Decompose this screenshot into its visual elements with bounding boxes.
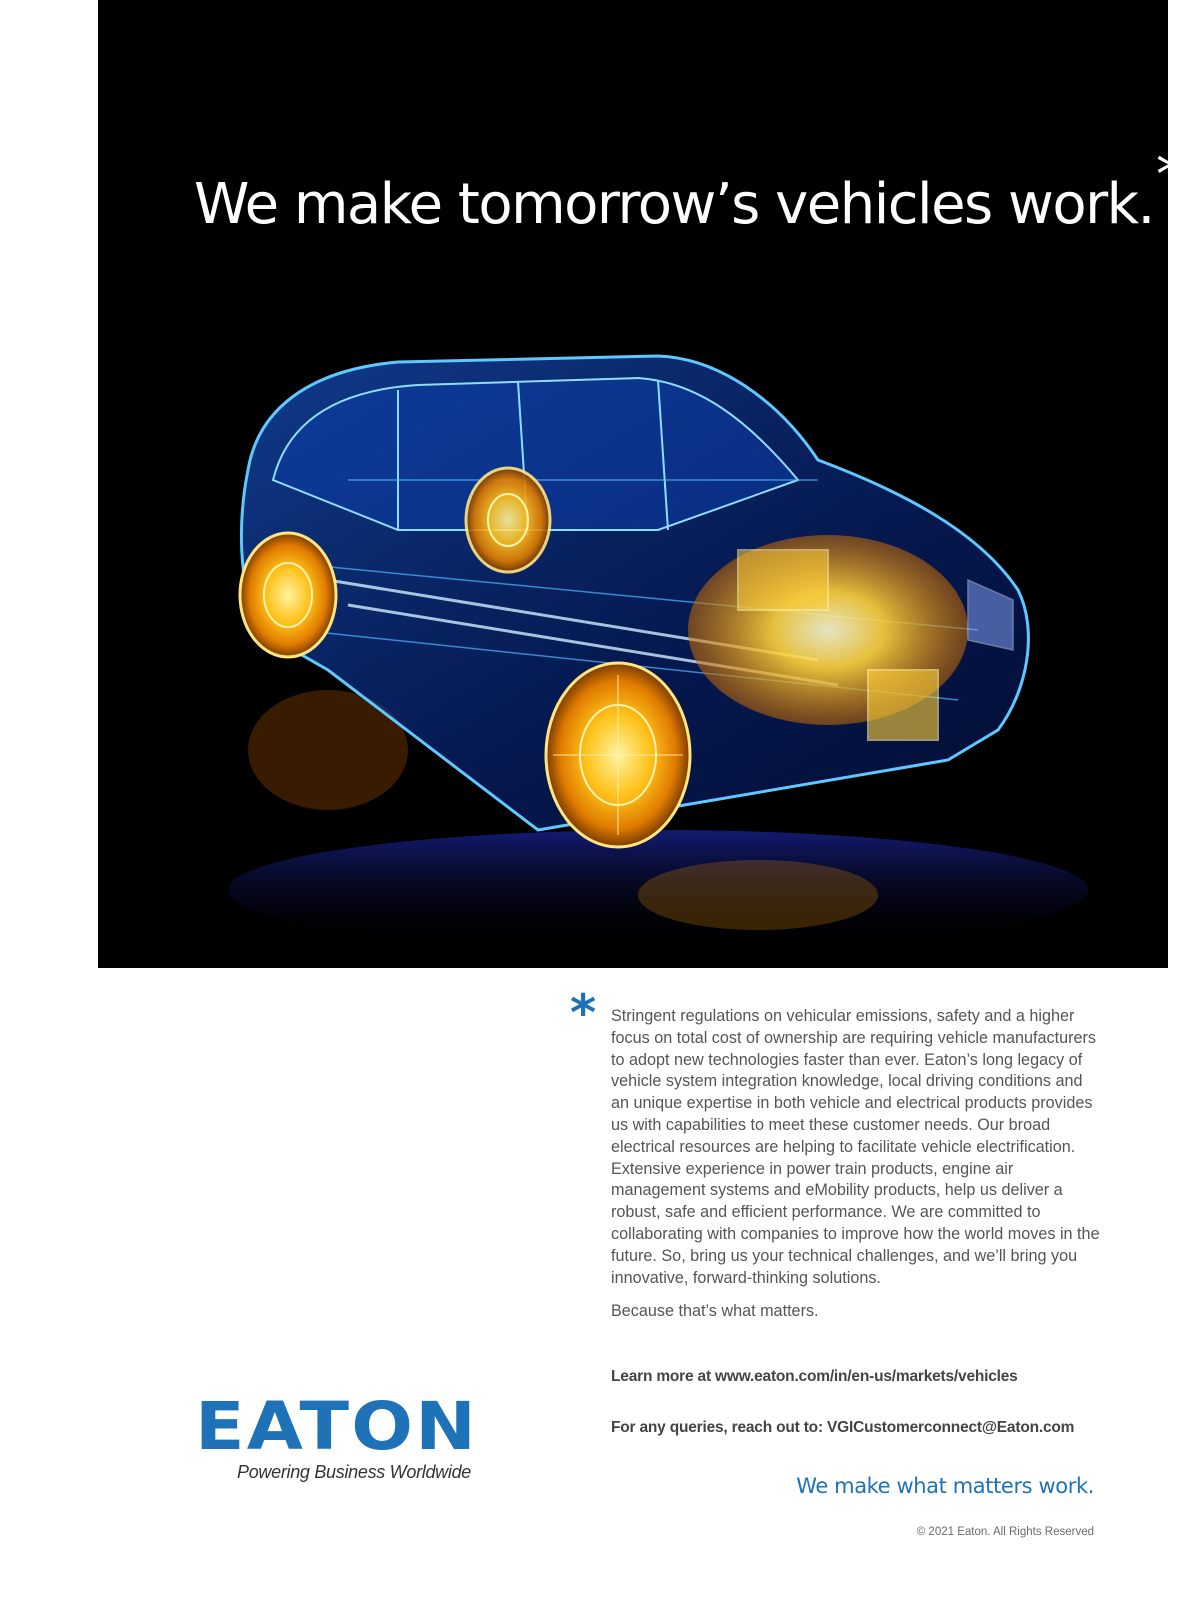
logo-wordmark: EATON <box>195 1388 479 1465</box>
eaton-logo <box>195 1388 479 1489</box>
headline-asterisk: * <box>1155 140 1184 210</box>
copyright: © 2021 Eaton. All Rights Reserved <box>916 1526 1094 1538</box>
brand-tagline: We make what matters work. <box>796 1474 1094 1498</box>
logo-tagline: Powering Business Worldwide <box>237 1462 472 1482</box>
body-paragraph: Stringent regulations on vehicular emissions, safety and a higher focus on total cost of ownership are requiring vehicle manufacturers to adopt new technologies faster than ever. Eaton’s long legacy of vehicle system integration knowledge, local driving conditions and an unique expertise in both vehicle and electrical products provides us with capabilities to meet these customer needs. Our broad electrical resources are helping to facilitate vehicle electrification. Extensive experience in power train products, engine air management systems and eMobility products, help us deliver a robust, safe and efficient performance. We are committed to collaborating with companies to improve how the world moves in the future. So, bring us your technical challenges, and we’ll bring you innovative, forward-thinking solutions. <box>611 1007 1100 1287</box>
queries-contact[interactable]: For any queries, reach out to: VGICustomerconnect@Eaton.com <box>611 1419 1075 1436</box>
footnote-asterisk: * <box>570 984 597 1042</box>
learn-more-link[interactable]: Learn more at www.eaton.com/in/en-us/markets/vehicles <box>611 1368 1018 1385</box>
closing-line: Because that’s what matters. <box>611 1302 819 1321</box>
hero-image <box>98 0 1184 968</box>
xray-car-illustration <box>98 330 1168 950</box>
headline: We make tomorrow’s vehicles work.* <box>194 140 1184 237</box>
body-copy <box>611 1006 1101 1323</box>
